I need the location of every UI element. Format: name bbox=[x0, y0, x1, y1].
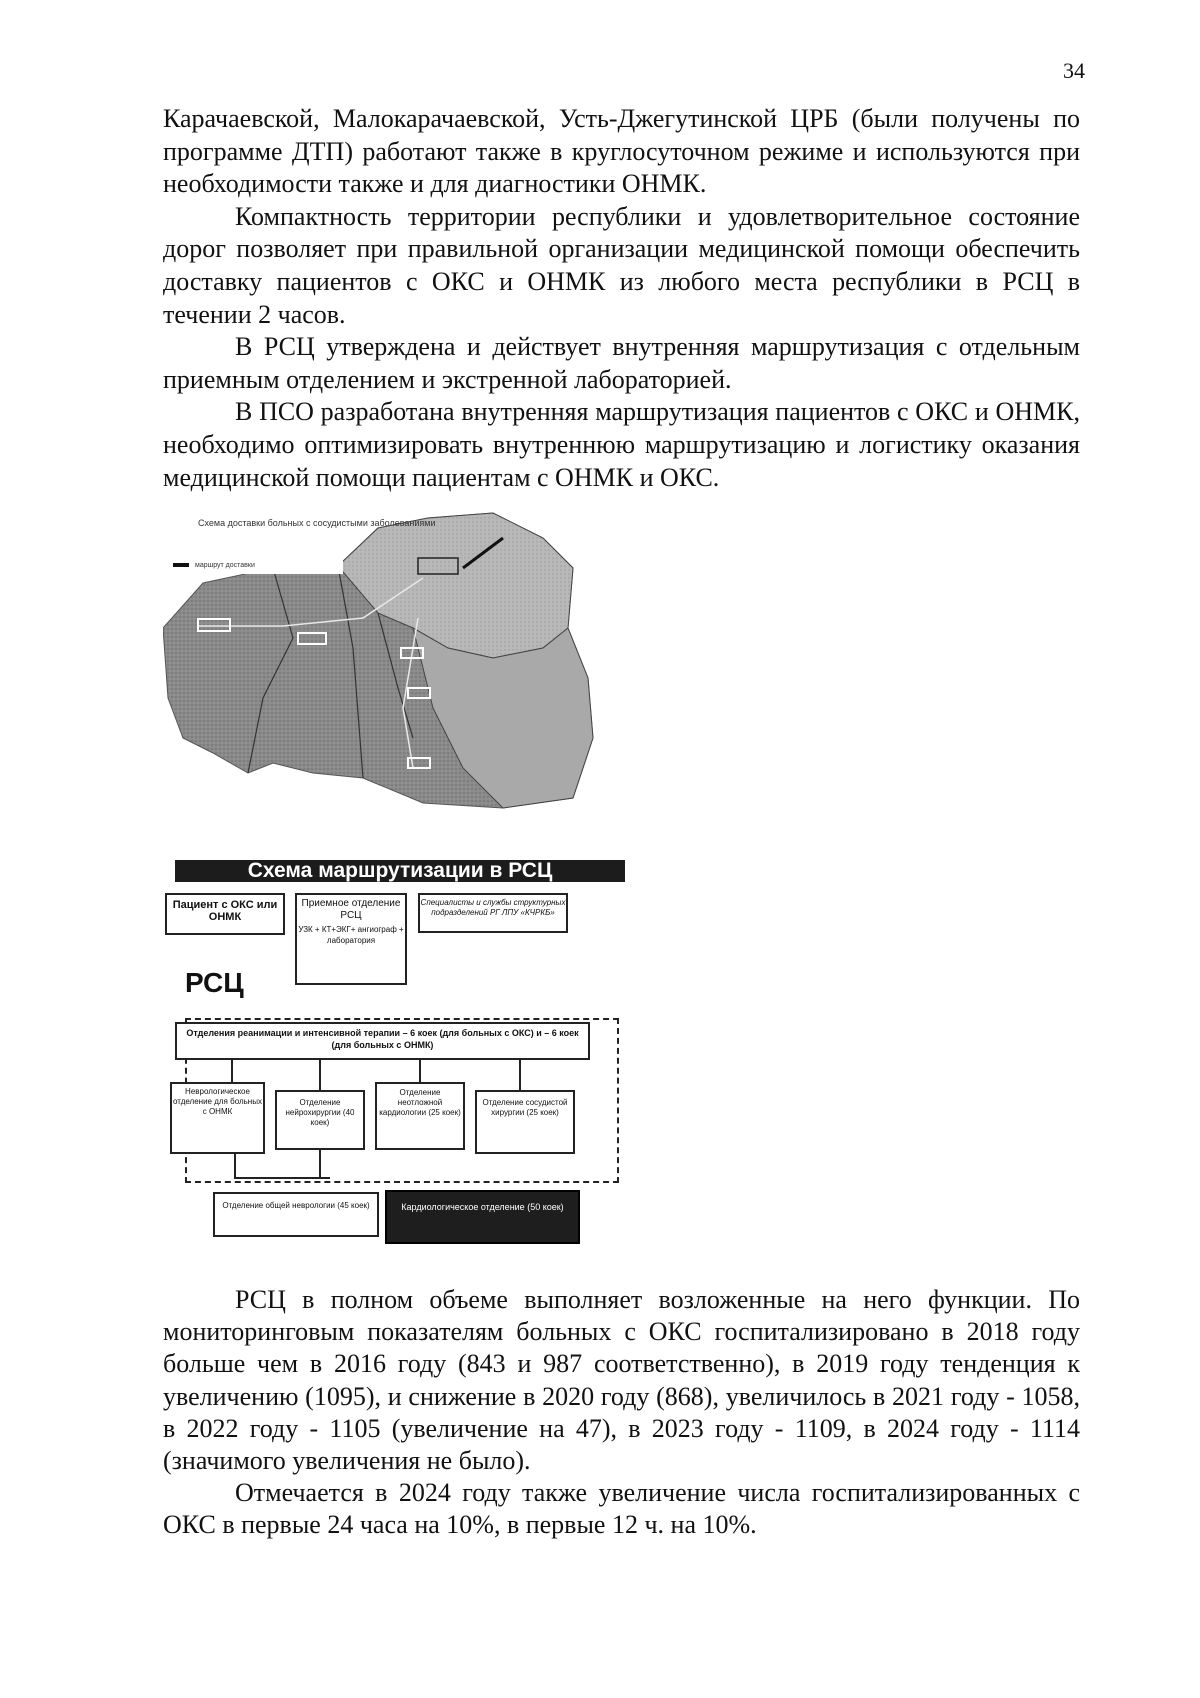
paragraph: РСЦ в полном объеме выполняет возложенные на него функции. По мониторинговым показателям больных с ОКС госпитализировано в 2018 году больше чем в 2016 году (843 и 987 соответственно), в 2019 году тенденция к увеличению (1095), и снижение в 2020 году (868), увеличилось в 2021 году - 1058, в 2022 году - 1105 (увеличение на 47), в 2023 году - 1109, в 2024 году - 1114 (значимого увеличения не было). bbox=[163, 1285, 1080, 1476]
paragraph: Карачаевской, Малокарачаевской, Усть-Джегутинской ЦРБ (были получены по программе ДТП) работают также в круглосуточном режиме и используются при необходимости также и для диагностики ОНМК. bbox=[163, 104, 1080, 199]
scheme-title: Схема маршрутизации в РСЦ bbox=[175, 860, 625, 882]
paragraph: Отмечается в 2024 году также увеличение числа госпитализированных с ОКС в первые 24 часа на 10%, в первые 12 ч. на 10%. bbox=[163, 1478, 1080, 1540]
patient-box: Пациент с ОКС или ОНМК bbox=[165, 893, 285, 935]
body-text-top bbox=[163, 103, 1080, 494]
icu-box: Отделения реанимации и интенсивной терапии – 6 коек (для больных с ОКС) и – 6 коек (для больных с ОНМК) bbox=[175, 1022, 590, 1060]
map-legend-item: маршрут доставки bbox=[173, 562, 255, 569]
dept-box-neuro: Неврологическое отделение для больных с ОНМК bbox=[170, 1082, 265, 1154]
region-map-image bbox=[163, 508, 603, 813]
paragraph: В ПСО разработана внутренняя маршрутизация пациентов с ОКС и ОНМК, необходимо оптимизировать внутреннюю маршрутизацию и логистику оказания медицинской помощи пациентам с ОНМК и ОКС. bbox=[163, 397, 1080, 492]
dept-box-cardiology-urgent: Отделение неотложной кардиологии (25 коек) bbox=[375, 1082, 465, 1150]
dept-box-general-neuro: Отделение общей неврологии (45 коек) bbox=[213, 1192, 379, 1237]
dept-box-vascular: Отделение сосудистой хирургии (25 коек) bbox=[475, 1090, 575, 1154]
reception-box-detail: УЗК + КТ+ЭКГ+ ангиограф + лаборатория bbox=[298, 925, 404, 945]
routing-scheme-figure bbox=[172, 859, 625, 1245]
scheme-connectors bbox=[175, 860, 625, 1245]
paragraph: Компактность территории республики и удовлетворительное состояние дорог позволяет при правильной организации медицинской помощи обеспечить доставку пациентов с ОКС и ОНМК из любого места республики в РСЦ в течении 2 часов. bbox=[163, 201, 1080, 329]
rsc-label: РСЦ bbox=[185, 967, 244, 998]
body-text-bottom bbox=[163, 1284, 1080, 1542]
dept-box-cardiology: Кардиологическое отделение (50 коек) bbox=[385, 1190, 580, 1244]
specialists-box: Специалисты и службы структурных подразделений РГ ЛПУ «КЧРКБ» bbox=[418, 893, 568, 933]
reception-box-title: Приемное отделение РСЦ bbox=[301, 898, 401, 921]
map-legend-title: Схема доставки больных с сосудистыми заболеваниями bbox=[198, 518, 436, 528]
page-number: 34 bbox=[1063, 58, 1085, 83]
region-map-figure bbox=[163, 508, 603, 813]
dept-box-neurosurgery: Отделение нейрохирургии (40 коек) bbox=[275, 1090, 365, 1150]
paragraph: В РСЦ утверждена и действует внутренняя маршрутизация с отдельным приемным отделением и экстренной лабораторией. bbox=[163, 332, 1080, 394]
